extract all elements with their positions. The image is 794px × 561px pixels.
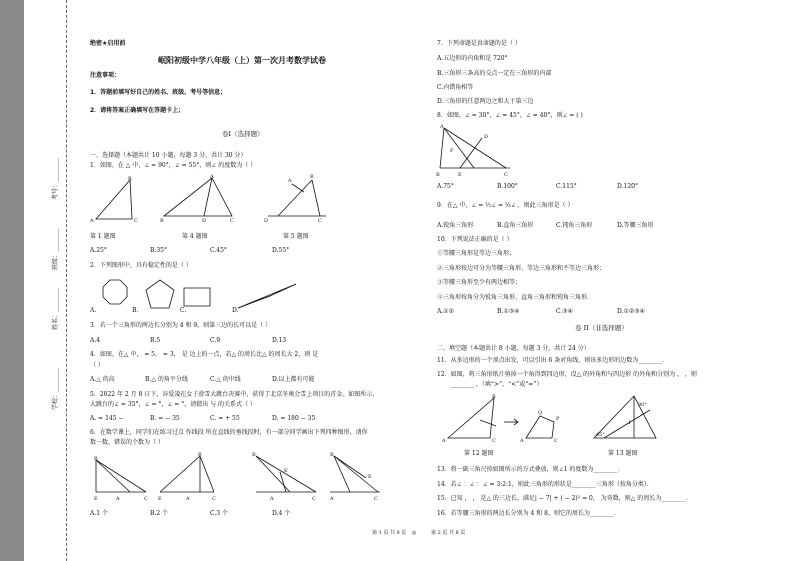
q13-stem: 13．将一副三角尺按如图所示的方式叠放，则∠1 的度数为________． (437, 466, 624, 473)
q4-option-d[interactable]: D.以上都有可能 (272, 376, 315, 383)
q7-stem: 7．下列命题是真命题的是（ ） (437, 40, 521, 47)
q1-label-a: A (90, 218, 94, 224)
q11-stem: 11．从多边形的一个顶点出发，可以引出 6 条对角线，则该多边形的边数为________． (437, 357, 669, 364)
q12-label-a2: A (520, 438, 524, 444)
q12-stem: 12．如图，将三角形纸片剪掉一个角得到四边形，设△ 的外角和与四边形 的外角和分别为 ， ，则 (437, 371, 697, 378)
q6-figure-4 (329, 452, 380, 502)
q1-option-b[interactable]: B.35° (150, 247, 167, 254)
q2-stem: 2．下列图形中，具有稳定性的是（ ） (90, 262, 192, 269)
name-field[interactable]: 姓名：________ (52, 287, 59, 330)
q2-option-a[interactable]: A. (90, 307, 97, 314)
q4-caption: 第 4 题图 (182, 233, 208, 240)
q6-f3-label-e: E (284, 468, 288, 474)
q13-angle-45: 45° (596, 432, 605, 438)
q8-label-e: E (458, 172, 462, 178)
q1-figure (88, 172, 148, 226)
q8-option-a[interactable]: A.75° (437, 183, 454, 190)
q10-option-c[interactable]: C.③④ (556, 308, 574, 315)
q6-f1-label-b: B (94, 456, 98, 462)
q8-label-b: B (436, 172, 440, 178)
q5-option-a[interactable]: A. = 145 − (90, 415, 124, 422)
notice-title: 注意事项： (90, 72, 121, 79)
q6-f1-label-c: C (144, 496, 148, 502)
section-fill: 二、填空题（本题共计 8 小题，每题 3 分，共计 24 分） (437, 345, 590, 352)
q5-figure (262, 172, 332, 226)
cut-line (66, 0, 67, 561)
q5-label-c: C (318, 218, 322, 224)
exam-no-field[interactable]: 考号：________ (52, 157, 59, 200)
q6-stem: 6．在数学课上，同学们在练习过点 作线段 所在直线的垂线段时，有一部分同学画出下列四种图形，请你 (90, 429, 368, 436)
q7-option-c[interactable]: C.内错角相等 (437, 84, 474, 91)
q6-figure-1 (94, 456, 148, 502)
q13-angle-1: 1 (628, 420, 632, 426)
q10-option-b[interactable]: B.①③④ (497, 308, 520, 315)
q12-label-b: B (492, 394, 496, 400)
q7-option-b[interactable]: B.三角形三条高的交点一定在三角形的内部 (437, 70, 552, 77)
q13-caption: 第 13 题图 (608, 450, 638, 457)
q10-line-1: ①等腰三角形是等边三角形； (437, 250, 516, 257)
q6-f2-label-c: C (212, 496, 216, 502)
q13-angle-30: 30° (638, 402, 647, 408)
q8-option-d[interactable]: D.120° (617, 183, 638, 190)
notice-2: 2．请将答案正确填写在答题卡上； (90, 107, 185, 114)
q1-option-c[interactable]: C.45° (210, 247, 227, 254)
q12-stem-2: ________ ，（填“>”、“<”或“=”） (450, 381, 543, 388)
q6-f3-label-c: C (312, 496, 316, 502)
q9-option-b[interactable]: B.直角三角形 (497, 222, 534, 229)
q4-label-c: C (230, 218, 234, 224)
part1-title: 卷I（选择题） (222, 130, 264, 138)
q6-f1-label-e: E (94, 496, 98, 502)
q9-option-c[interactable]: C.钝角三角形 (556, 222, 593, 229)
q2-option-d[interactable]: D. (232, 307, 239, 314)
q10-line-4: ④三角形按角分为锐角三角形、直角三角形和钝角三角形． (437, 294, 594, 301)
q1-stem: 1．如图，在 △ 中，∠ = 90°，∠ = 55°，则∠ 的度数为（ ） (90, 162, 257, 169)
q2-option-b[interactable]: B. (132, 307, 139, 314)
footer-divider: ◎ (412, 530, 417, 536)
q4-label-d: D (202, 218, 207, 224)
q5-label-d: D (264, 218, 269, 224)
q16-stem: 16．若等腰三角形的两边长分别为 4 和 8，则它的周长为________． (437, 510, 620, 517)
q6-stem-2: 数一数，错误的个数为（ ） (90, 439, 164, 446)
q2-shapes (98, 278, 328, 314)
q15-stem: 15．已知 ， ， 是△ 的三边长，满足| − 7| + ( − 2)² = 0， 为奇数，则△ 的周长为________． (437, 495, 692, 502)
pentagon-shape (146, 280, 174, 308)
q12-label-c: C (492, 438, 496, 444)
school-field[interactable]: 学校：________ (52, 367, 59, 410)
q3-option-c[interactable]: C.9 (210, 337, 221, 344)
q4-stem: 4．如图，在△ 中， = 5， = 3， 是 边上的一点，若△ 的周长比△ 的周长大 2，则 是 (90, 351, 319, 358)
q6-f4-label-e: E (368, 474, 372, 480)
q5-option-b[interactable]: B. = − 35 (150, 415, 180, 422)
q5-caption: 第 5 题图 (283, 233, 309, 240)
q12-figure (440, 394, 580, 446)
q6-option-a[interactable]: A.1 个 (90, 510, 108, 517)
q1-label-c: C (134, 218, 138, 224)
q6-figure-2 (158, 452, 216, 502)
q6-option-c[interactable]: C.3 个 (210, 510, 229, 517)
rectangle-shape (184, 288, 210, 306)
q3-option-a[interactable]: A.4 (90, 337, 101, 344)
q4-option-a[interactable]: A.△ 的高 (90, 376, 115, 383)
q8-option-c[interactable]: C.115° (556, 183, 577, 190)
q8-label-c: C (504, 172, 508, 178)
q7-option-a[interactable]: A.五边形的内角和是 720° (437, 55, 508, 62)
q1-option-d[interactable]: D.55° (272, 247, 290, 254)
q6-f2-label-b: B (198, 452, 202, 458)
section-choice: 一、选择题（本题共计 10 小题，每题 3 分，共计 30 分） (90, 152, 247, 159)
q6-figure-3 (252, 452, 316, 502)
q2-option-c[interactable]: C. (180, 307, 187, 314)
q6-f4-label-b: B (330, 452, 334, 458)
q1-option-a[interactable]: A.25° (90, 247, 107, 254)
q9-stem: 9．在△ 中，∠ = ½∠ = ⅓∠ ，则此三角形是（ ） (437, 202, 574, 209)
footer-right-page: 第 2 页 共 8 页 (431, 530, 466, 536)
q12-caption: 第 12 题图 (464, 450, 494, 457)
q5-label-a: A (288, 178, 292, 184)
q6-f2-label-e: E (158, 496, 162, 502)
q5-stem: 5．2022 年 2 月 8 日下，谷爱凌在女子滑雪大跳台决赛中，获得了北京冬奥会雪上项目的首金。如图所示， (90, 391, 379, 398)
q5-option-c[interactable]: C. = + 55 (210, 415, 240, 422)
q8-option-b[interactable]: B.100° (497, 183, 518, 190)
q6-option-b[interactable]: B.2 个 (150, 510, 169, 517)
q5-option-d[interactable]: D. = 180 − 35 (272, 415, 316, 422)
q5-stem-2: 大跳台的∠ = 35°，∠ = °，∠ = °，请猜出 与 的关系式（ ） (90, 401, 256, 408)
q12-label-c2: C (554, 438, 558, 444)
q4-figure (160, 172, 240, 226)
q4-label-b: B (160, 218, 164, 224)
q14-stem: 14．若∠ ：∠ ：∠ = 3:2:1，则此三角形的形状是________三角形（按角分类）． (437, 481, 653, 488)
q13-figure (590, 392, 670, 446)
q10-line-3: ③等腰三角形至少有两边相等； (437, 279, 522, 286)
q1-caption: 第 1 题图 (90, 233, 116, 240)
q8-label-f: F (450, 148, 454, 154)
footer-left-page: 第 1 页 共 8 页 (372, 530, 407, 536)
q9-option-a[interactable]: A.锐角三角形 (437, 222, 474, 229)
q4-option-c[interactable]: C.△ 的中线 (210, 376, 241, 383)
q12-label-p: P (556, 416, 560, 422)
q7-option-d[interactable]: D.三角形的任意两边之和大于第三边 (437, 98, 534, 105)
binding-gutter (0, 0, 24, 561)
q10-option-a[interactable]: A.①② (437, 308, 454, 315)
q10-stem: 10．下列说法正确的是（ ） (437, 236, 513, 243)
q6-f2-label-a: A (186, 496, 190, 502)
q1-label-b: B (128, 176, 132, 182)
q8-label-a: A (440, 124, 444, 130)
q10-option-d[interactable]: D.①②③④ (617, 308, 646, 315)
q6-f3-label-b: B (252, 452, 256, 458)
class-field[interactable]: 班级：________ (52, 227, 59, 270)
q6-f4-label-a: A (330, 496, 334, 502)
q4-label-a: A (210, 174, 214, 180)
q6-f1-label-a: A (116, 496, 120, 502)
q10-line-2: ②三角形按边可分为等腰三角形、等边三角形和不等边三角形； (437, 265, 606, 272)
page-title: 岷阳初级中学八年级（上）第一次月考数学试卷 (158, 56, 326, 65)
q6-f4-label-c: C (374, 496, 378, 502)
q9-option-d[interactable]: D.等腰三角形 (617, 222, 654, 229)
q6-figures (90, 452, 380, 504)
q3-option-d[interactable]: D.13 (272, 337, 287, 344)
q6-f3-label-a: A (270, 496, 274, 502)
q4-option-b[interactable]: B.△ 的角平分线 (145, 376, 188, 383)
q5-label-b: B (310, 174, 314, 180)
part2-title: 卷 II（非选择题） (575, 324, 628, 332)
notice-1: 1．答题前填写好自己的姓名、班级、考号等信息； (90, 89, 227, 96)
q6-option-d[interactable]: D.4 个 (272, 510, 291, 517)
q3-option-b[interactable]: B.5 (150, 337, 161, 344)
q8-stem: 8．如图，∠ = 30°，∠ = 45°，∠ = 40°，则∠ = ( ) (437, 112, 583, 119)
octagon-shape (103, 280, 127, 304)
q3-stem: 3．若一个三角形的两边长分别为 4 和 9，则第三边的长可以是（ ） (90, 322, 272, 329)
q8-label-d: D (484, 134, 489, 140)
q12-label-q: Q (538, 410, 543, 416)
secret-mark: 绝密★启用前 (90, 40, 126, 47)
q12-label-a: A (442, 438, 446, 444)
q4-stem-cont: （ ） (90, 362, 104, 369)
q8-figure (436, 122, 516, 178)
